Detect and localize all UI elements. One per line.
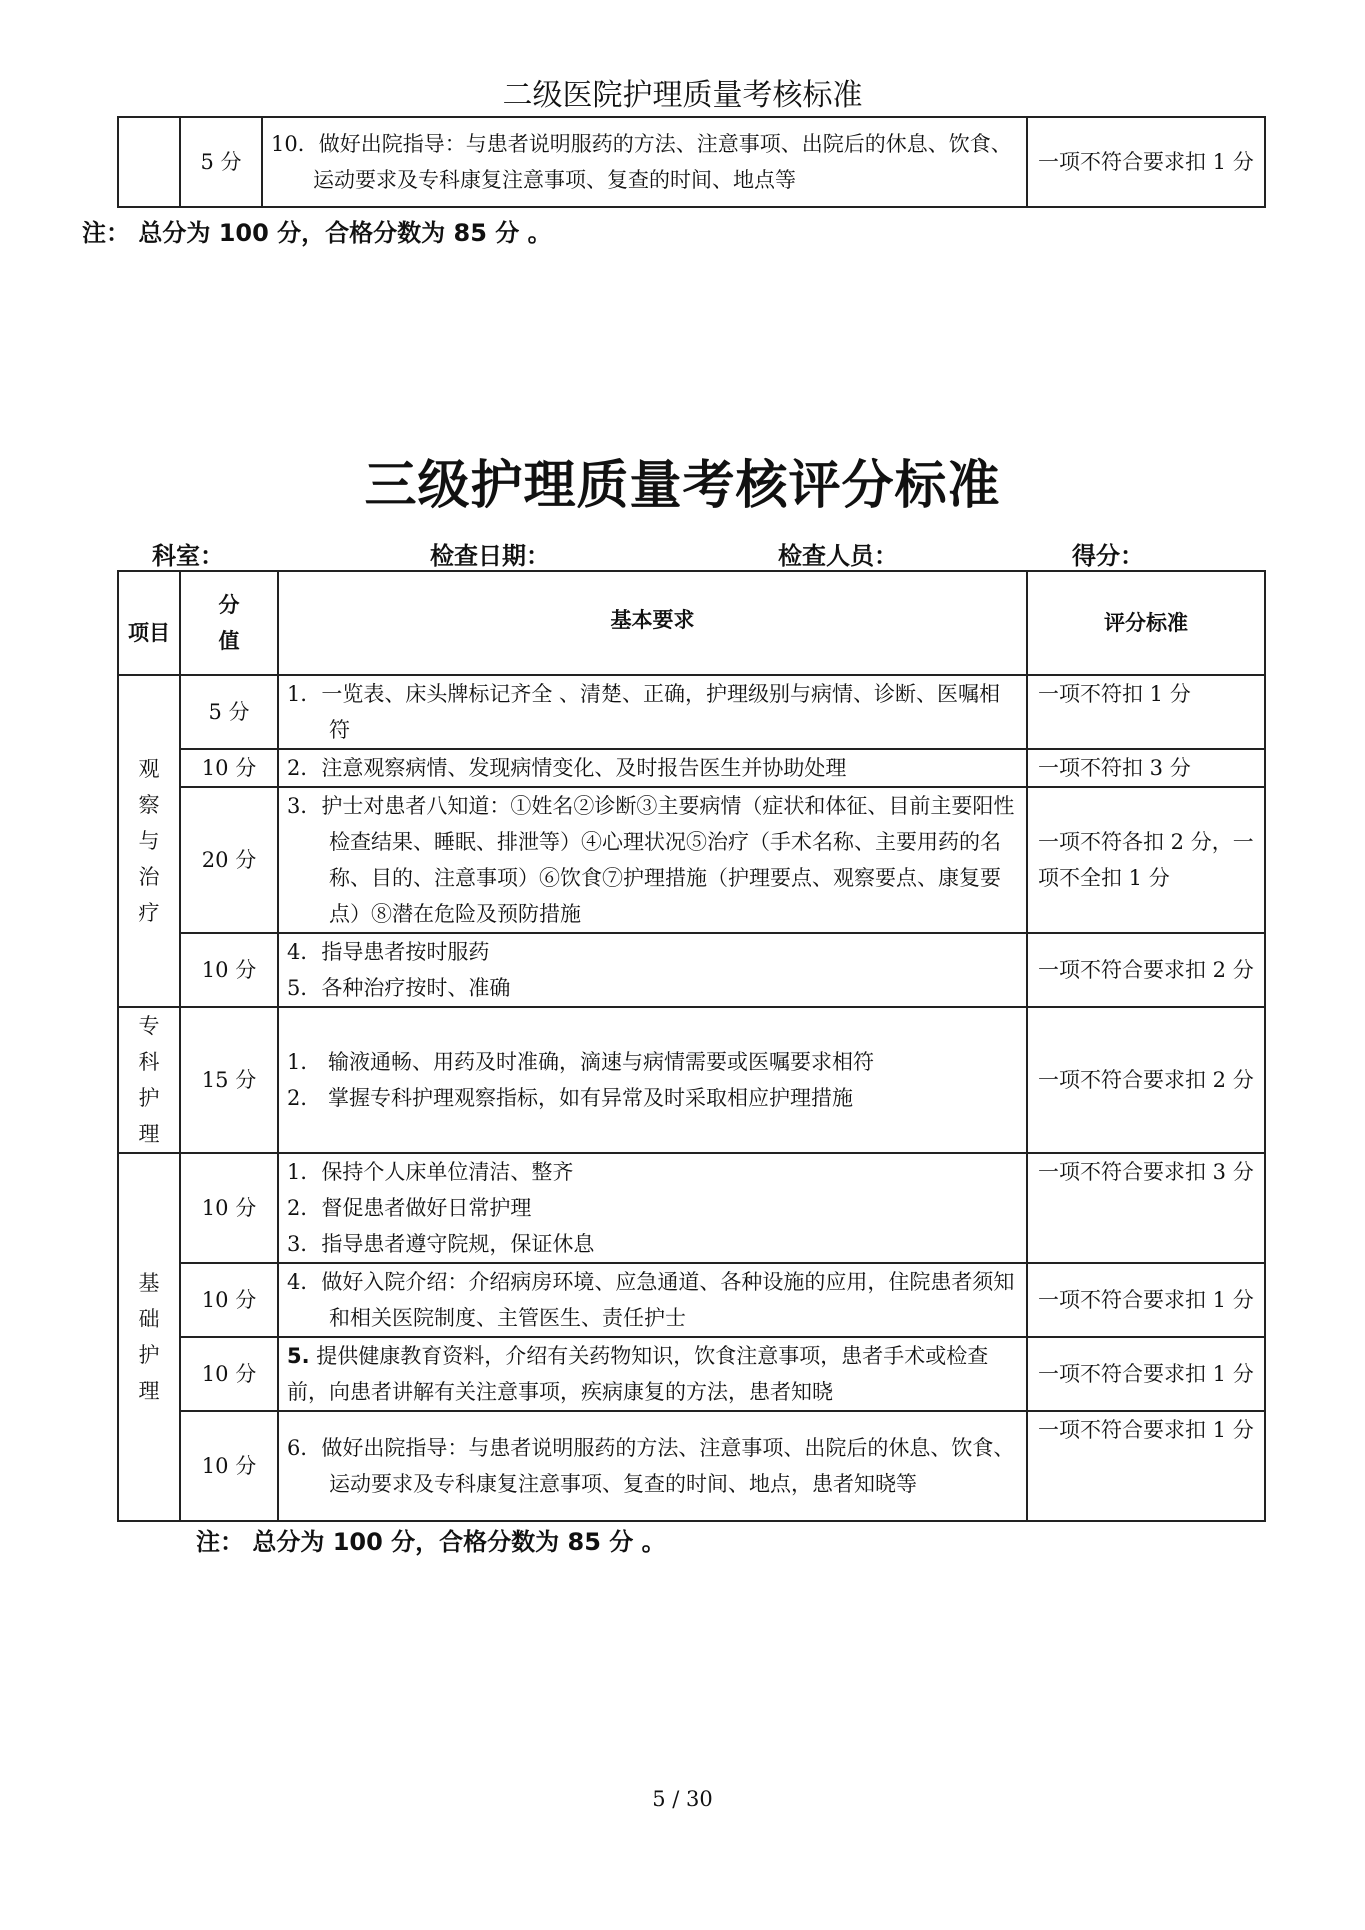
table-row	[118, 675, 1265, 749]
page-number: 5 / 30	[652, 1787, 713, 1811]
table-row	[118, 787, 1265, 933]
note-total-score: 注： 总分为 100 分，合格分数为 85 分 。	[82, 219, 552, 247]
previous-table-fragment	[117, 116, 1266, 208]
requirement-cell: 6．做好出院指导：与患者说明服药的方法、注意事项、出院后的休息、饮食、运动要求及专科康复注意事项、复查的时间、地点，患者知晓等	[278, 1411, 1027, 1521]
score-label: 得分：	[1072, 542, 1144, 570]
score-cell: 10 分	[180, 933, 278, 1007]
table-row	[118, 1153, 1265, 1263]
requirement-cell: 1．保持个人床单位清洁、整齐 2．督促患者做好日常护理 3．指导患者遵守院规，保证休息	[278, 1153, 1027, 1263]
header-requirement: 基本要求	[278, 571, 1027, 675]
table-row	[118, 1411, 1265, 1521]
category-specialty: 专科护理	[118, 1007, 180, 1153]
inspector-label: 检查人员：	[778, 542, 898, 570]
score-cell: 10 分	[180, 1263, 278, 1337]
requirement-cell: 2．注意观察病情、发现病情变化、及时报告医生并协助处理	[278, 749, 1027, 787]
page-header: 二级医院护理质量考核标准	[502, 78, 863, 113]
header-item: 项目	[118, 571, 180, 675]
standard-cell: 一项不符合要求扣 1 分	[1027, 1337, 1265, 1411]
standard-cell: 一项不符扣 3 分	[1027, 749, 1265, 787]
table-row	[118, 1007, 1265, 1153]
note-total-score: 注： 总分为 100 分，合格分数为 85 分 。	[196, 1528, 666, 1556]
dept-label: 科室：	[152, 542, 224, 570]
category-basic: 基础护理	[118, 1153, 180, 1521]
standard-cell: 一项不符合要求扣 2 分	[1027, 933, 1265, 1007]
standard-cell: 一项不符各扣 2 分，一项不全扣 1 分	[1027, 787, 1265, 933]
score-cell: 10 分	[180, 749, 278, 787]
score-cell: 15 分	[180, 1007, 278, 1153]
empty-item-cell	[118, 117, 180, 207]
table-header-row	[118, 571, 1265, 675]
table-row	[118, 749, 1265, 787]
header-standard: 评分标准	[1027, 571, 1265, 675]
score-cell: 5 分	[180, 117, 262, 207]
score-cell: 10 分	[180, 1337, 278, 1411]
date-label: 检查日期：	[430, 542, 550, 570]
requirement-cell: 5. 提供健康教育资料，介绍有关药物知识，饮食注意事项，患者手术或检查前，向患者讲解有关注意事项，疾病康复的方法，患者知晓	[278, 1337, 1027, 1411]
requirement-cell: 1． 输液通畅、用药及时准确，滴速与病情需要或医嘱要求相符 2． 掌握专科护理观察指标，如有异常及时采取相应护理措施	[278, 1007, 1027, 1153]
standard-cell: 一项不符扣 1 分	[1027, 675, 1265, 749]
score-cell: 20 分	[180, 787, 278, 933]
score-cell: 10 分	[180, 1153, 278, 1263]
score-cell: 5 分	[180, 675, 278, 749]
table-row	[118, 1337, 1265, 1411]
table-row	[118, 1263, 1265, 1337]
scoring-table	[117, 570, 1266, 1522]
standard-cell: 一项不符合要求扣 1 分	[1027, 117, 1265, 207]
requirement-cell: 10．做好出院指导：与患者说明服药的方法、注意事项、出院后的休息、饮食、运动要求及专科康复注意事项、复查的时间、地点等	[262, 117, 1027, 207]
standard-cell: 一项不符合要求扣 1 分	[1027, 1263, 1265, 1337]
requirement-cell: 3．护士对患者八知道：①姓名②诊断③主要病情（症状和体征、目前主要阳性检查结果、睡眠、排泄等）④心理状况⑤治疗（手术名称、主要用药的名称、目的、注意事项）⑥饮食⑦护理措施（护理要点、观察要点、康复要点）⑧潜在危险及预防措施	[278, 787, 1027, 933]
requirement-cell: 1．一览表、床头牌标记齐全 、清楚、正确，护理级别与病情、诊断、医嘱相符	[278, 675, 1027, 749]
standard-cell: 一项不符合要求扣 3 分	[1027, 1153, 1265, 1263]
score-cell: 10 分	[180, 1411, 278, 1521]
standard-cell: 一项不符合要求扣 2 分	[1027, 1007, 1265, 1153]
standard-cell: 一项不符合要求扣 1 分	[1027, 1411, 1265, 1521]
header-score: 分值	[180, 571, 278, 675]
requirement-cell: 4．指导患者按时服药 5．各种治疗按时、准确	[278, 933, 1027, 1007]
table-row	[118, 933, 1265, 1007]
requirement-cell: 4．做好入院介绍：介绍病房环境、应急通道、各种设施的应用，住院患者须知和相关医院制度、主管医生、责任护士	[278, 1263, 1027, 1337]
category-observation: 观察与治疗	[118, 675, 180, 1007]
document-title: 三级护理质量考核评分标准	[364, 456, 1001, 516]
